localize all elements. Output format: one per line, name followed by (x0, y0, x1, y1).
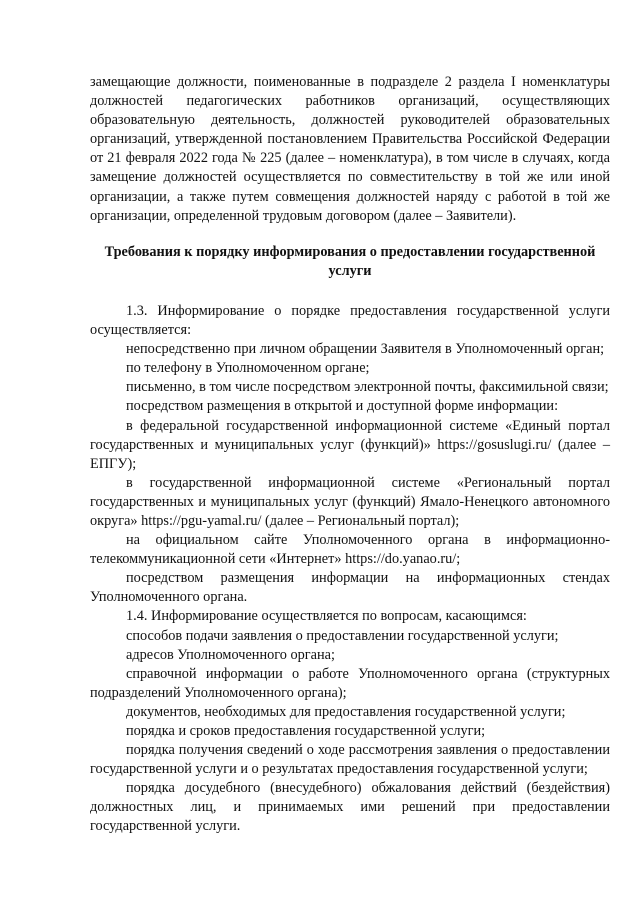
list-item: порядка досудебного (внесудебного) обжалования действий (бездействия) должностных лиц, и принимаемых ими решений при предоставлении государственной услуги. (90, 780, 610, 835)
list-item: в федеральной государственной информационной системе «Единый портал государственных и муниципальных услуг (функций)» https://gosuslugi.ru/ (далее – ЕПГУ); (90, 417, 610, 472)
list-item: посредством размещения информации на информационных стендах Уполномоченного органа. (90, 570, 610, 606)
list-item: по телефону в Уполномоченном органе; (126, 360, 370, 377)
list-item: адресов Уполномоченного органа; (126, 646, 335, 663)
paragraph-applicants: замещающие должности, поименованные в подразделе 2 раздела I номенклатуры должностей педагогических работников организаций, осуществляющих образовательную деятельность, должностей руководителей образовательных организаций, утвержденной постановлением Правительства Российской Федерации от 21 февраля 2022 года № 225 (далее – номенклатура), в том числе в случаях, когда замещение должностей осуществляется по совместительству в той же или иной организации, а также путем совмещения должностей наряду с работой в той же организации, определенной трудовым договором (далее – Заявители). (90, 74, 610, 224)
list-item: порядка получения сведений о ходе рассмотрения заявления о предоставлении государственной услуги и о результатах предоставления государственной услуги; (90, 742, 610, 778)
list-item: способов подачи заявления о предоставлении государственной услуги; (126, 627, 559, 644)
paragraph-1-4: 1.4. Информирование осуществляется по вопросам, касающимся: (126, 608, 527, 625)
list-item: непосредственно при личном обращении Заявителя в Уполномоченный орган; (126, 341, 605, 358)
list-item: посредством размещения в открытой и доступной форме информации: (126, 398, 559, 415)
list-item: справочной информации о работе Уполномоченного органа (структурных подразделений Уполномоченного органа); (90, 665, 610, 701)
document-body (90, 73, 610, 837)
list-item: в государственной информационной системе «Региональный портал государственных и муниципальных услуг (функций) Ямало-Ненецкого автономного округа» https://pgu-yamal.ru/ (далее – Региональный портал); (90, 474, 610, 529)
list-item: документов, необходимых для предоставления государственной услуги; (126, 703, 566, 720)
paragraph-1-3: 1.3. Информирование о порядке предоставления государственной услуги осуществляется: (90, 302, 610, 339)
list-item: письменно, в том числе посредством электронной почты, факсимильной связи; (126, 379, 609, 396)
section-heading: Требования к порядку информирования о предоставлении государственной услуги (104, 243, 596, 279)
list-item: на официальном сайте Уполномоченного органа в информационно-телекоммуникационной сети «Интернет» https://do.yanao.ru/; (90, 532, 610, 568)
list-item: порядка и сроков предоставления государственной услуги; (126, 723, 486, 739)
